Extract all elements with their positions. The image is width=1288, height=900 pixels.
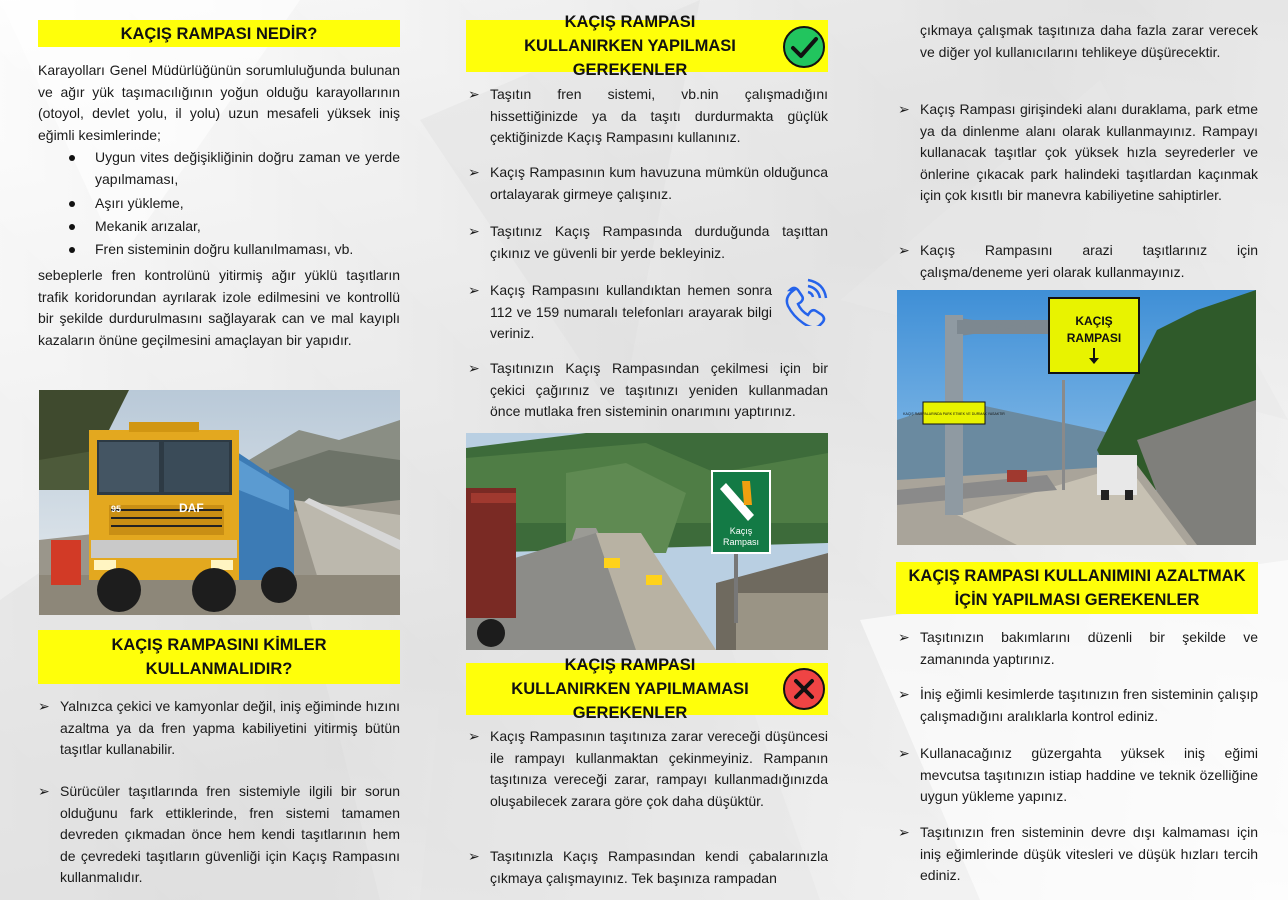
bullet-item: Fren sisteminin doğru kullanılmaması, vb. <box>95 239 400 261</box>
arrow-bullet-icon: ➢ <box>468 728 480 744</box>
highway-sign-line2: RAMPASI <box>1066 331 1122 345</box>
section-header-reduce-usage: KAÇIŞ RAMPASI KULLANIMINI AZALTMAK İÇİN YAPILMASI GEREKENLER <box>896 562 1258 614</box>
ramp-sign-line2: Rampası <box>722 537 760 547</box>
truck-photo <box>39 390 400 615</box>
arrow-bullet-icon: ➢ <box>898 824 910 840</box>
section-header-what-is: KAÇIŞ RAMPASI NEDİR? <box>38 20 400 47</box>
arrow-bullet-icon: ➢ <box>898 629 910 645</box>
intro-paragraph: Karayolları Genel Müdürlüğünün sorumluluğunda bulunan ve ağır yük taşımacılığının yoğun olduğu karayollarının (otoyol, devlet yolu, il yolu) uzun mesafeli yüksek iniş eğimli kesimlerinde; <box>38 62 400 143</box>
list-item: ➢ Yalnızca çekici ve kamyonlar değil, iniş eğiminde hızını azaltma ya da fren yapma kabiliyetini yitirmiş bütün taşıtlar kullanabilir. <box>38 698 400 757</box>
list-item: ➢ Kullanacağınız güzergahta yüksek iniş eğimi mevcutsa taşıtınızın istiap haddine ve teknik özelliğine uygun yükleme yapınız. <box>898 745 1258 804</box>
outro-paragraph: sebeplerle fren kontrolünü yitirmiş ağır yüklü taşıtların trafik koridorundan ayrılarak izole edilmesini ve kontrollü bir şekilde durdurulmasını sağlayarak can ve mal kayıplı kazaların önüne geçilmesini amaçlayan bir yapıdır. <box>38 267 400 348</box>
arrow-bullet-icon: ➢ <box>468 164 480 180</box>
list-item: ➢ Sürücüler taşıtlarında fren sistemiyle ilgili bir sorun olduğunu fark ettiklerinde, fren sistemi tamamen devreden çıkmadan önce hem kendi taşıtlarının hem de çevredeki taşıtların güvenliği için Kaçış Rampasını kullanmalıdır. <box>38 783 400 885</box>
arrow-bullet-icon: ➢ <box>468 848 480 864</box>
bullet-dot <box>69 224 75 230</box>
list-item: ➢ Kaçış Rampasını arazi taşıtlarınız için çalışma/deneme yeri olarak kullanmayınız. <box>898 242 1258 280</box>
list-item: ➢ Taşıtınızla Kaçış Rampasından kendi çabalarınızla çıkmaya çalışmayınız. Tek başınıza rampadan <box>468 848 828 886</box>
arrow-bullet-icon: ➢ <box>468 86 480 102</box>
arrow-bullet-icon: ➢ <box>38 783 50 799</box>
arrow-bullet-icon: ➢ <box>468 282 480 298</box>
list-item: ➢ Taşıtın fren sistemi, vb.nin çalışmadığını hissettiğinizde ya da taşıtı durdurmakta güçlük çektiğinizde Kaçış Rampasını kullanınız. <box>468 86 828 145</box>
list-item: ➢ Kaçış Rampasını kullandıktan hemen sonra 112 ve 159 numaralı telefonları arayarak bilgi veriniz. <box>468 282 772 341</box>
list-item: ➢ Taşıtınızın bakımlarını düzenli bir şekilde ve zamanında yaptırınız. <box>898 629 1258 667</box>
section-header-donts: KAÇIŞ RAMPASI KULLANIRKEN YAPILMAMASI GEREKENLER <box>466 663 828 715</box>
bullet-dot <box>69 247 75 253</box>
escape-ramp-photo <box>466 433 828 650</box>
list-item: ➢ Taşıtınızın fren sisteminin devre dışı kalmaması için iniş eğimlerinde düşük vitesleri ve düşük hızları tercih ediniz. <box>898 824 1258 883</box>
arrow-bullet-icon: ➢ <box>898 686 910 702</box>
road-sign-photo <box>897 290 1256 545</box>
arrow-bullet-icon: ➢ <box>898 101 910 117</box>
ramp-sign-line1: Kaçış <box>729 526 753 536</box>
bullet-item: Aşırı yükleme, <box>95 193 400 215</box>
bullet-item: Uygun vites değişikliğinin doğru zaman ve yerde yapılmaması, <box>95 147 400 190</box>
list-item: ➢ Taşıtınızın Kaçış Rampasından çekilmesi için bir çekici çağırınız ve taşıtınızı yeniden kullanmadan önce mutlaka fren sisteminin onarımını yaptırınız. <box>468 360 828 419</box>
list-item: ➢ Kaçış Rampasının taşıtınıza zarar vereceği düşüncesi ile rampayı kullanmaktan çekinmeyiniz. Rampanın taşıtınıza vereceği zarar, rampayı kullanmadığınızda oluşabilecek zarara göre çok daha düşüktür. <box>468 728 828 809</box>
truck-model-label: 95 <box>111 504 122 514</box>
arrow-bullet-icon: ➢ <box>468 223 480 239</box>
continued-text: çıkmaya çalışmak taşıtınıza daha fazla zarar verecek ve diğer yol kullanıcılarını tehlikeye düşürecektir. <box>920 22 1258 60</box>
phone-icon <box>780 278 828 326</box>
truck-brand-label: DAF <box>179 501 204 515</box>
list-item: ➢ İniş eğimli kesimlerde taşıtınızın fren sisteminin çalışıp çalışmadığını aralıklarla kontrol ediniz. <box>898 686 1258 724</box>
bullet-dot <box>69 201 75 207</box>
section-header-dos: KAÇIŞ RAMPASI KULLANIRKEN YAPILMASI GEREKENLER <box>466 20 828 72</box>
arrow-bullet-icon: ➢ <box>898 242 910 258</box>
list-item: ➢ Kaçış Rampası girişindeki alanı duraklama, park etme ya da dinlenme alanı olarak kullanmayınız. Rampayı kullanacak taşıtlar çok yüksek hızla seyrederler ve önlerine çıkacak park halindeki taşıtlardan kaçınmak için çok kısıtlı bir manevra kabiliyetine sahiptirler. <box>898 101 1258 203</box>
highway-sign-line1: KAÇIŞ <box>1075 314 1113 328</box>
list-item: ➢ Taşıtınız Kaçış Rampasında durduğunda taşıttan çıkınız ve güvenli bir yerde bekleyiniz. <box>468 223 828 261</box>
arrow-bullet-icon: ➢ <box>468 360 480 376</box>
check-icon <box>782 25 826 69</box>
list-item: ➢ Kaçış Rampasının kum havuzuna mümkün olduğunca ortalayarak girmeye çalışınız. <box>468 164 828 202</box>
bullet-item: Mekanik arızalar, <box>95 216 400 238</box>
small-warning-sign: KAÇIŞ RAMPALARINDA PARK ETMEK VE DURMAK YASAKTIR <box>903 412 1005 416</box>
arrow-bullet-icon: ➢ <box>898 745 910 761</box>
section-header-who-uses: KAÇIŞ RAMPASINI KİMLER KULLANMALIDIR? <box>38 630 400 684</box>
bullet-dot <box>69 155 75 161</box>
cross-icon <box>782 667 826 711</box>
arrow-bullet-icon: ➢ <box>38 698 50 714</box>
